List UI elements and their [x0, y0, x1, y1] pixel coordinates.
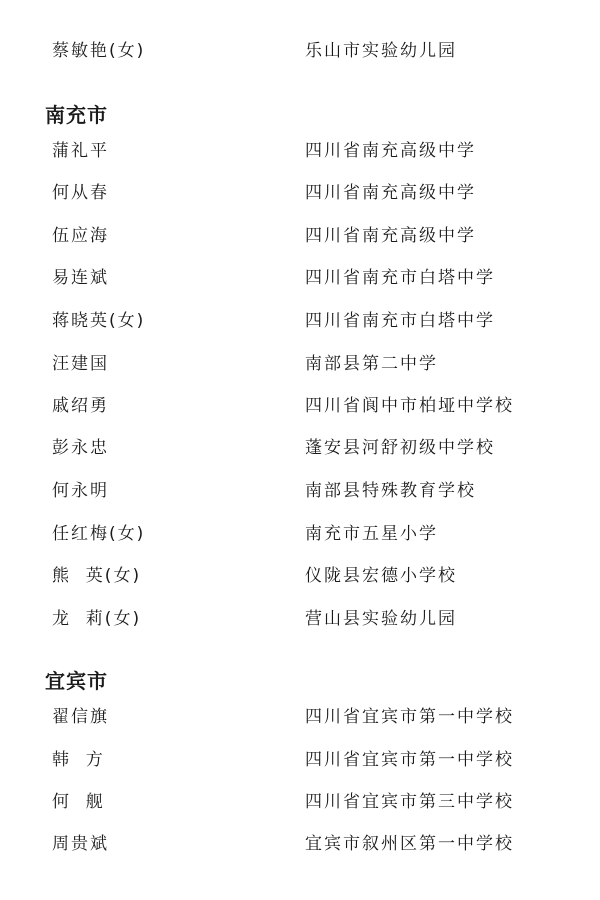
school-name: 四川省南充高级中学 [305, 183, 476, 203]
person-name: 蒲礼平 [52, 141, 109, 161]
list-item [0, 745, 600, 775]
school-name: 四川省宜宾市第一中学校 [305, 750, 514, 770]
person-name: 蒋晓英(女) [52, 311, 146, 331]
school-name: 四川省南充高级中学 [305, 226, 476, 246]
person-name: 任红梅(女) [52, 524, 146, 544]
list-item [0, 221, 600, 251]
person-name: 彭永忠 [52, 438, 109, 458]
person-name: 何 舰 [52, 792, 105, 812]
school-name: 仪陇县宏德小学校 [305, 566, 457, 586]
school-name: 四川省南充市白塔中学 [305, 268, 495, 288]
person-name: 熊 英(女) [52, 566, 142, 586]
school-name: 宜宾市叙州区第一中学校 [305, 834, 514, 854]
school-name: 南充市五星小学 [305, 524, 438, 544]
city-heading: 宜宾市 [45, 669, 108, 693]
school-name: 四川省阆中市柏垭中学校 [305, 396, 514, 416]
list-item [0, 519, 600, 549]
list-item [0, 561, 600, 591]
person-name: 易连斌 [52, 268, 109, 288]
school-name: 四川省南充高级中学 [305, 141, 476, 161]
school-name: 四川省宜宾市第三中学校 [305, 792, 514, 812]
list-item [0, 787, 600, 817]
list-item [0, 476, 600, 506]
list-item [0, 349, 600, 379]
school-name: 四川省南充市白塔中学 [305, 311, 495, 331]
person-name: 汪建国 [52, 354, 109, 374]
list-item [0, 36, 600, 66]
person-name: 翟信旗 [52, 707, 109, 727]
list-item [0, 306, 600, 336]
list-item [0, 263, 600, 293]
person-name: 戚绍勇 [52, 396, 109, 416]
list-item [0, 433, 600, 463]
list-item [0, 136, 600, 166]
list-item [0, 829, 600, 859]
list-item [0, 604, 600, 634]
person-name: 何从春 [52, 183, 109, 203]
person-name: 韩 方 [52, 750, 105, 770]
school-name: 四川省宜宾市第一中学校 [305, 707, 514, 727]
school-name: 营山县实验幼儿园 [305, 609, 457, 629]
list-item [0, 178, 600, 208]
person-name: 伍应海 [52, 226, 109, 246]
person-name: 蔡敏艳(女) [52, 41, 146, 61]
person-name: 龙 莉(女) [52, 609, 142, 629]
school-name: 乐山市实验幼儿园 [305, 41, 457, 61]
school-name: 蓬安县河舒初级中学校 [305, 438, 495, 458]
list-item [0, 702, 600, 732]
person-name: 周贵斌 [52, 834, 109, 854]
list-item [0, 391, 600, 421]
school-name: 南部县第二中学 [305, 354, 438, 374]
person-name: 何永明 [52, 481, 109, 501]
city-heading: 南充市 [45, 103, 108, 127]
school-name: 南部县特殊教育学校 [305, 481, 476, 501]
